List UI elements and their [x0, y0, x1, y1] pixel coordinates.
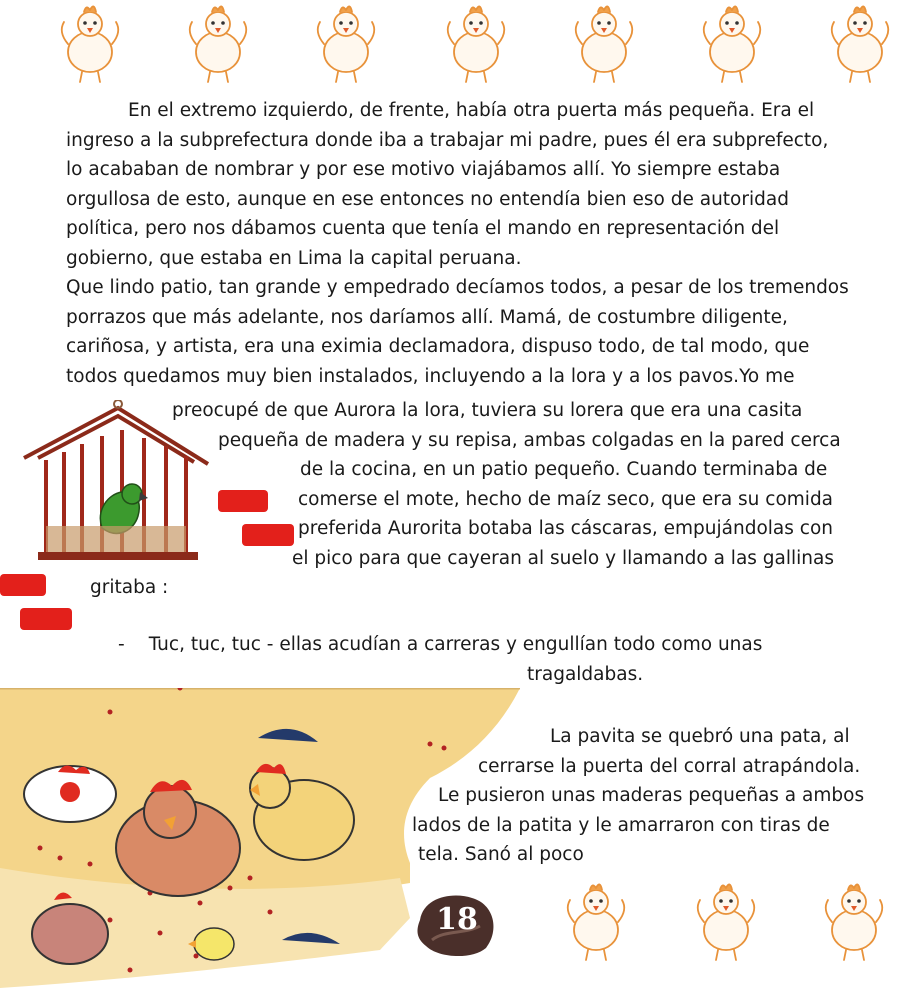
- page-number: 18: [436, 902, 478, 937]
- brick: [218, 490, 268, 512]
- text-line: cariñosa, y artista, era una eximia declamadora, dispuso todo, de tal modo, que: [66, 336, 810, 357]
- text-line: En el extremo izquierdo, de frente, había otra puerta más pequeña. Era el: [128, 100, 815, 121]
- chick-icon: [696, 2, 768, 84]
- paragraph-1: [66, 96, 849, 391]
- top-chick-border: [0, 2, 920, 92]
- text-line: gritaba :: [90, 577, 169, 598]
- text-line: gobierno, que estaba en Lima la capital peruana.: [66, 247, 522, 269]
- chick-icon: [182, 2, 254, 84]
- dialogue-text: Tuc, tuc, tuc - ellas acudían a carreras y engullían todo como unas: [148, 634, 763, 655]
- text-line: orgullosa de esto, aunque en ese entonces no entendía bien eso de autoridad: [66, 188, 789, 210]
- dialogue-dash: -: [118, 634, 125, 655]
- text-line: de la cocina, en un patio pequeño. Cuando terminaba de: [300, 459, 828, 480]
- brick: [242, 524, 294, 546]
- chick-icon: [824, 2, 896, 84]
- text-line: preocupé de que Aurora la lora, tuviera su lorera que era una casita: [172, 400, 803, 421]
- text-line: La pavita se quebró una pata, al: [550, 726, 850, 747]
- text-line: ingreso a la subprefectura donde iba a trabajar mi padre, pues él era subprefecto,: [66, 129, 829, 151]
- text-line: pequeña de madera y su repisa, ambas colgadas en la pared cerca: [218, 429, 841, 451]
- chick-icon: [54, 2, 126, 84]
- text-line: Que lindo patio, tan grande y empedrado decíamos todos, a pesar de los tremendos: [66, 277, 849, 298]
- text-line: Le pusieron unas maderas pequeñas a ambos: [438, 785, 865, 806]
- text-line: porrazos que más adelante, nos daríamos allí. Mamá, de costumbre diligente,: [66, 306, 788, 328]
- text-line: preferida Aurorita botaba las cáscaras, empujándolas con: [298, 518, 833, 539]
- text-line: tela. Sanó al poco: [418, 844, 584, 865]
- text-line: tragaldabas.: [527, 663, 644, 685]
- white-hen: [24, 765, 116, 822]
- chick-icon: [568, 2, 640, 84]
- chick-icon: [310, 2, 382, 84]
- parrot-cage-icon: [18, 400, 214, 572]
- text-line: todos quedamos muy bien instalados, incluyendo a la lora y a los pavos.Yo me: [66, 365, 795, 387]
- text-line: el pico para que cayeran al suelo y llamando a las gallinas: [292, 547, 835, 569]
- cage-roof: [24, 408, 208, 464]
- text-line: cerrarse la puerta del corral atrapándola.: [478, 755, 861, 777]
- brick: [20, 608, 72, 630]
- text-line: lados de la patita y le amarraron con tiras de: [412, 814, 830, 836]
- text-line: lo acababan de nombrar y por ese motivo viajábamos allí. Yo siempre estaba: [66, 159, 781, 180]
- text-line: [0, 630, 762, 660]
- brick: [0, 574, 46, 596]
- cage-base: [38, 552, 198, 560]
- cage-floor: [46, 526, 186, 554]
- chick-icon: [440, 2, 512, 84]
- text-line: política, pero nos dábamos cuenta que tenía el mando en representación del: [66, 218, 780, 239]
- text-line: comerse el mote, hecho de maíz seco, que era su comida: [298, 488, 834, 510]
- dialogue: [0, 630, 762, 689]
